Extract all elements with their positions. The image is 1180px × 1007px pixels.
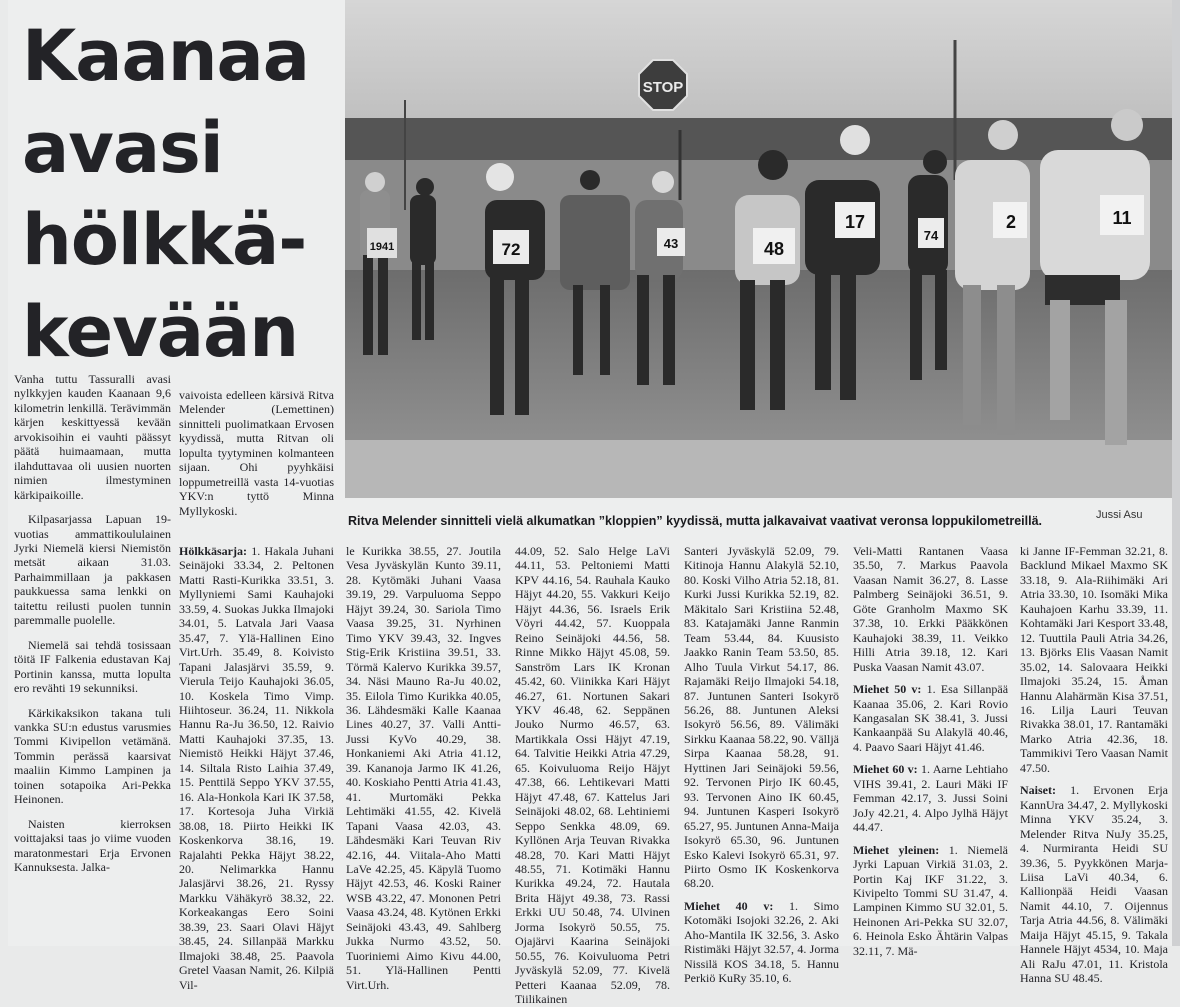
results-column-5 [853, 544, 1009, 958]
results-text-1: 1. Hakala Juhani Seinäjoki 33.34, 2. Peltonen Matti Rasti-Kurikka 33.51, 3. Myllyniemi Sami Kauhajoki 33.59, 4. Suokas Jukka Ilmajoki 34.01, 5. Latvala Jari Vaasa 35.47, 7. Ylä-Hallinen Eino Virt.Urh. 35.49, 8. Koivisto Tapani Jalasjärvi 35.59, 9. Vierula Teijo Kauhajoki 36.05, 10. Koskela Timo Vimp. Hiihtoseur. 36.24, 11. Nikkola Hannu Ra-Ju 36.50, 12. Raivio Matti Kauhajoki 37.35, 13. Niemistö Heikki Häjyt 37.46, 14. Siltala Risto Laihia 37.49, 15. Penttilä Seppo YKV 37.55, 16. Ala-Honkola Kari IK 37.58, 17. Kortesoja Juha Virkiä 38.08, 18. Piirto Heikki IK Koskenkorva 38.16, 19. Rajalahti Pekka Häjyt 38.22, 20. Nelimarkka Hannu Jalasjärvi 38.26, 21. Ryssy Markku Vähäkyrö 38.32, 22. Korkeakangas Eero Soini 38.39, 23. Saari Olavi Häjyt 38.45, 24. Sillanpää Markku Ilmajoki 38.48, 25. Paavola Gretel Vaasan Namit, 26. Kilpiä Vil- [179, 544, 335, 992]
stop-sign [639, 60, 687, 110]
results-text-5: Veli-Matti Rantanen Vaasa 35.50, 7. Markus Paavola Vaasan Namit 36.27, 8. Lasse Palmberg Seinäjoki 36.51, 9. Göte Granholm Maxmo SK 37.38, 10. Erkki Pääkkönen Kauhajoki 38.39, 11. Veikko Hilli Atria 39.18, 12. Kari Puska Vaasan Namit 43.07. [853, 544, 1008, 674]
bib-1941: 1941 [369, 241, 395, 253]
headline-line-2: avasi [22, 107, 223, 189]
bib-48: 48 [763, 239, 785, 259]
intro-column-1 [14, 372, 171, 946]
m60-results: 1. Aarne Lehtiaho VIHS 39.41, 2. Lauri Mäki IF Femman 42.17, 3. Jussi Soini JoJy 42.21, 4. Alpo Jylhä Häjyt 44.47. [853, 762, 1008, 835]
stop-sign-text: STOP [642, 79, 684, 96]
results-column-2 [346, 544, 501, 992]
naiset-label: Naiset: [1020, 783, 1056, 798]
page-fold [1172, 0, 1180, 946]
m50-label: Miehet 50 v: [853, 682, 922, 697]
results-column-3 [515, 544, 670, 1007]
runner-1 [915, 225, 945, 251]
naiset-results: 1. Ervonen Erja KannUra 34.47, 2. Myllykoski Minna YKV 35.24, 3. Melender Ritva NuJy 35.25, 4. Nurmiranta Heidi SU 39.36, 5. Pyykkönen Marja-Liisa LaVi 40.34, 6. Kallionpää Heidi Vaasan Namit 44.10, 7. Oijennus Tarja Atria 44.56, 8. Välimäki Maija Häjyt 45.15, 9. Takala Hannele Häjyt 4534, 10. Maja Ali RaJu 47.01, 11. Kristola Hanna SU 48.45. [1020, 783, 1169, 986]
intro-paragraph-3: Niemelä sai tehdä tosissaan töitä IF Falkenia edustavan Kaj Portinin kanssa, mutta lopulta ero revähti 19 sekunniksi. [14, 637, 171, 696]
m60-label: Miehet 60 v: [853, 762, 918, 777]
bib-72: 72 [501, 240, 521, 259]
results-text-2: le Kurikka 38.55, 27. Joutila Vesa Jyväskylän Kunto 39.11, 28. Kytömäki Juhani Vaasa 39.19, 29. Varpuluoma Seppo Häjyt 39.24, 30. Sariola Timo Vaasa 39.25, 31. Nyrhinen Timo YKV 39.43, 32. Ingves Stig-Erik Kristiina 39.51, 33. Törmä Kalervo Kurikka 39.57, 34. Näsi Mauno Ra-Ju 40.02, 35. Eilola Timo Kurikka 40.05, 36. Lähdesmäki Kalle Kaanaa Lines 40.27, 37. Valli Antti-Jussi KyVo 40.29, 38. Honkaniemi Aki Atria 41.12, 39. Kananoja Jarmo IK 41.26, 40. Koskiaho Pentti Atria 41.43, 41. Murtomäki Pekka Lehtimäki 41.55, 42. Kivelä Tapani Vaasa 42.03, 43. Lähdesmäki Kari Teuvan Riv 42.16, 44. Viitala-Aho Matti LaVe 42.25, 45. Käpylä Tuomo Häjyt 42.53, 46. Koski Rainer WSB 43.22, 47. Mononen Petri Vaasa 43.24, 48. Kytönen Erkki Seinäjoki 43.43, 49. Sahlberg Jukka Nurmo 43.52, 50. Tuoriniemi Aimo Kivu 44.00, 51. Ylä-Hallinen Pentti Virt.Urh. [346, 544, 501, 992]
bib-43: 43 [663, 236, 679, 251]
results-column-1 [179, 544, 335, 992]
intro-paragraph-2: Kilpasarjassa Lapuan 19-vuotias ammattikoululainen Jyrki Niemelä kiersi Niemistön metsät aikaan 31.03. Parhaimmillaan ja pakkasen paukkuessa sama lenkki on taitettu reilusti puolen tunnin paremmalle puolelle. [14, 512, 171, 628]
runner-1941 [367, 228, 397, 258]
my-results: 1. Niemelä Jyrki Lapuan Virkiä 31.03, 2. Portin Kaj IKF 31.22, 3. Kivipelto Tommi SU 31.47, 4. Lampinen Kimmo SU 32.01, 5. Heinonen Ari-Pekka SU 32.07, 6. Heinola Esko Ähtärin Valpas 32.11, 7. Mä- [853, 842, 1008, 958]
intro-paragraph-1: Vanha tuttu Tassuralli avasi nylkkyjen kauden Kaanaan 9,6 kilometrin lenkillä. Terävimmän kärjen keskittyessä kevään arvokisoihin ei vauhti päässyt päätä huimaamaan, mutta ilahduttavaa oli uusien nuorten nimien ilmestyminen kärkipaikoille. [14, 372, 171, 502]
m40-label: Miehet 40 v: [684, 898, 774, 913]
headline-line-3: hölkkä- [22, 199, 307, 281]
m40-results: 1. Simo Kotomäki Isojoki 32.26, 2. Aki Aho-Mantila IK 32.56, 3. Asko Ristimäki Häjyt 32.57, 4. Jorma Nissilä KOS 34.18, 5. Hannu Perkiö KuRy 35.10, 6. [684, 898, 840, 986]
headline-line-4: kevään [22, 291, 299, 373]
intro-paragraph-6: vaivoista edelleen kärsivä Ritva Melender (Lemettinen) sinnitteli puolimatkaan Ervosen kyydissä, mutta Ritvan oli lopulta tyytyminen kolmanteen sijaan. Ohi pyyhkäisi loppumetreillä vasta 14-vuotias YKV:n tyttö Minna Myllykoski. [179, 388, 334, 518]
intro-paragraph-4: Kärkikaksikon takana tuli vankka SU:n edustus varusmies Tommi Kivipellon vetämänä. Tommin perässä kaarsivat maaliin Kimmo Lampinen ja toinen sotapoika Ari-Pekka Heinonen. [14, 705, 171, 807]
race-photo [345, 0, 1172, 498]
m50-results: 1. Esa Sillanpää Kaanaa 35.06, 2. Kari Rovio Kangasalan SK 38.41, 3. Jussi Kankaanpää Su Alakylä 40.46, 4. Paavo Saari Häjyt 41.46. [853, 682, 1009, 754]
holkka-label: Hölkkäsarja: [179, 544, 248, 558]
bib-2: 2 [1005, 212, 1017, 232]
results-column-4 [684, 544, 840, 986]
photo-caption: Ritva Melender sinnitteli vielä alkumatkan ”kloppien” kyydissä, mutta jalkavaivat vaativat veronsa loppukilometreillä. [348, 514, 1043, 528]
headline [22, 10, 322, 378]
headline-line-1: Kaanaa [22, 15, 310, 97]
results-column-6 [1020, 544, 1169, 986]
intro-column-2 [179, 388, 334, 528]
intro-paragraph-5: Naisten kierroksen voittajaksi taas jo viime vuoden maratonmestari Erja Ervonen Kannuksesta. Jalka- [14, 816, 171, 875]
my-label: Miehet yleinen: [853, 842, 940, 857]
bib-11: 11 [1112, 208, 1132, 228]
bib-17: 17 [844, 212, 866, 232]
bib-74: 74 [923, 228, 939, 243]
results-text-6: ki Janne IF-Femman 32.21, 8. Backlund Mikael Maxmo SK 33.18, 9. Ala-Riihimäki Ari Atria 33.30, 10. Isomäki Mika Kauhajoen Karhu 33.39, 11. Kohtamäki Jari Kesport 33.48, 12. Tuuttila Pauli Atria 34.26, 13. Björks Elis Vaasan Namit 35.02, 14. Salovaara Heikki Ilmajoki 35.24, 15. Åman Hannu Alahärmän Kisa 37.51, 16. Lilja Lauri Teuvan Rivakka 38.01, 17. Rantamäki Marko Atria 42.36, 18. Tammikivi Tero Vaasan Namit 47.50. [1020, 544, 1168, 775]
results-text-4: Santeri Jyväskylä 52.09, 79. Kitinoja Hannu Alakylä 52.10, 80. Koski Vilho Atria 52.18, 81. Kurki Jussi Kurikka 52.19, 82. Mäkitalo Sari Kristiina 52.48, 83. Katajamäki Janne Ranmin Team 53.44, 84. Kuusisto Jaakko Ranin Team 53.50, 85. Alho Tuula Virkut 54.17, 86. Rajamäki Reijo Ilmajoki 54.18, 87. Juntunen Santeri Isokyrö 56.26, 88. Juntunen Aleksi Isokyrö 56.56, 89. Välimäki Sirkku Kaanaa 58.22, 90. Välljä Sirpa Kaanaa 58.28, 91. Hyttinen Jari Seinäjoki 59.56, 92. Tervonen Pirjo IK 60.45, 93. Tervonen Aino IK 60.45, 94. Juntunen Kasperi Isokyrö 65.27, 95. Juntunen Anna-Maija Isokyrö 65.30, 96. Juntunen Esko Kalevi Isokyrö 65.31, 97. Piirto Osmo IK Koskenkorva 68.20. [684, 544, 839, 891]
results-text-3: 44.09, 52. Salo Helge LaVi 44.11, 53. Peltoniemi Matti KPV 44.16, 54. Rauhala Kauko Häjyt 44.20, 55. Vakkuri Keijo Häjyt 44.36, 56. Israels Erik Vöyri 44.42, 57. Kuoppala Reino Seinäjoki 44.56, 58. Rinne Mikko Häjyt 45.08, 59. Sanström Lars IK Kronan 45.42, 60. Viinikka Kari Häjyt 46.27, 61. Nortunen Sakari YKV 46.48, 62. Seppänen Jouko Nurmo 46.57, 63. Martikkala Ossi Häjyt 47.19, 64. Talvitie Heikki Atria 47.29, 65. Koivuluoma Reijo Häjyt 47.38, 66. Lehtikevari Matti Häjyt 47.48, 67. Kattelus Jari Seinäjoki 48.02, 68. Lehtiniemi Seppo Senkka 48.09, 69. Kyllönen Arja Teuvan Rivakka 48.28, 70. Kari Matti Häjyt 48.55, 71. Kotimäki Hannu Kurikka 49.24, 72. Hautala Brita Häjyt 49.38, 73. Rassi Erkki UU 50.48, 74. Ulvinen Jorma Isokyrö 50.55, 75. Ojajärvi Kaarina Seinäjoki 50.55, 76. Koivuluoma Petri Jyväskylä 52.09, 77. Kivelä Petteri Kaanaa 52.09, 78. Tiilikainen [515, 544, 670, 1007]
photo-credit: Jussi Asu [1096, 509, 1143, 521]
